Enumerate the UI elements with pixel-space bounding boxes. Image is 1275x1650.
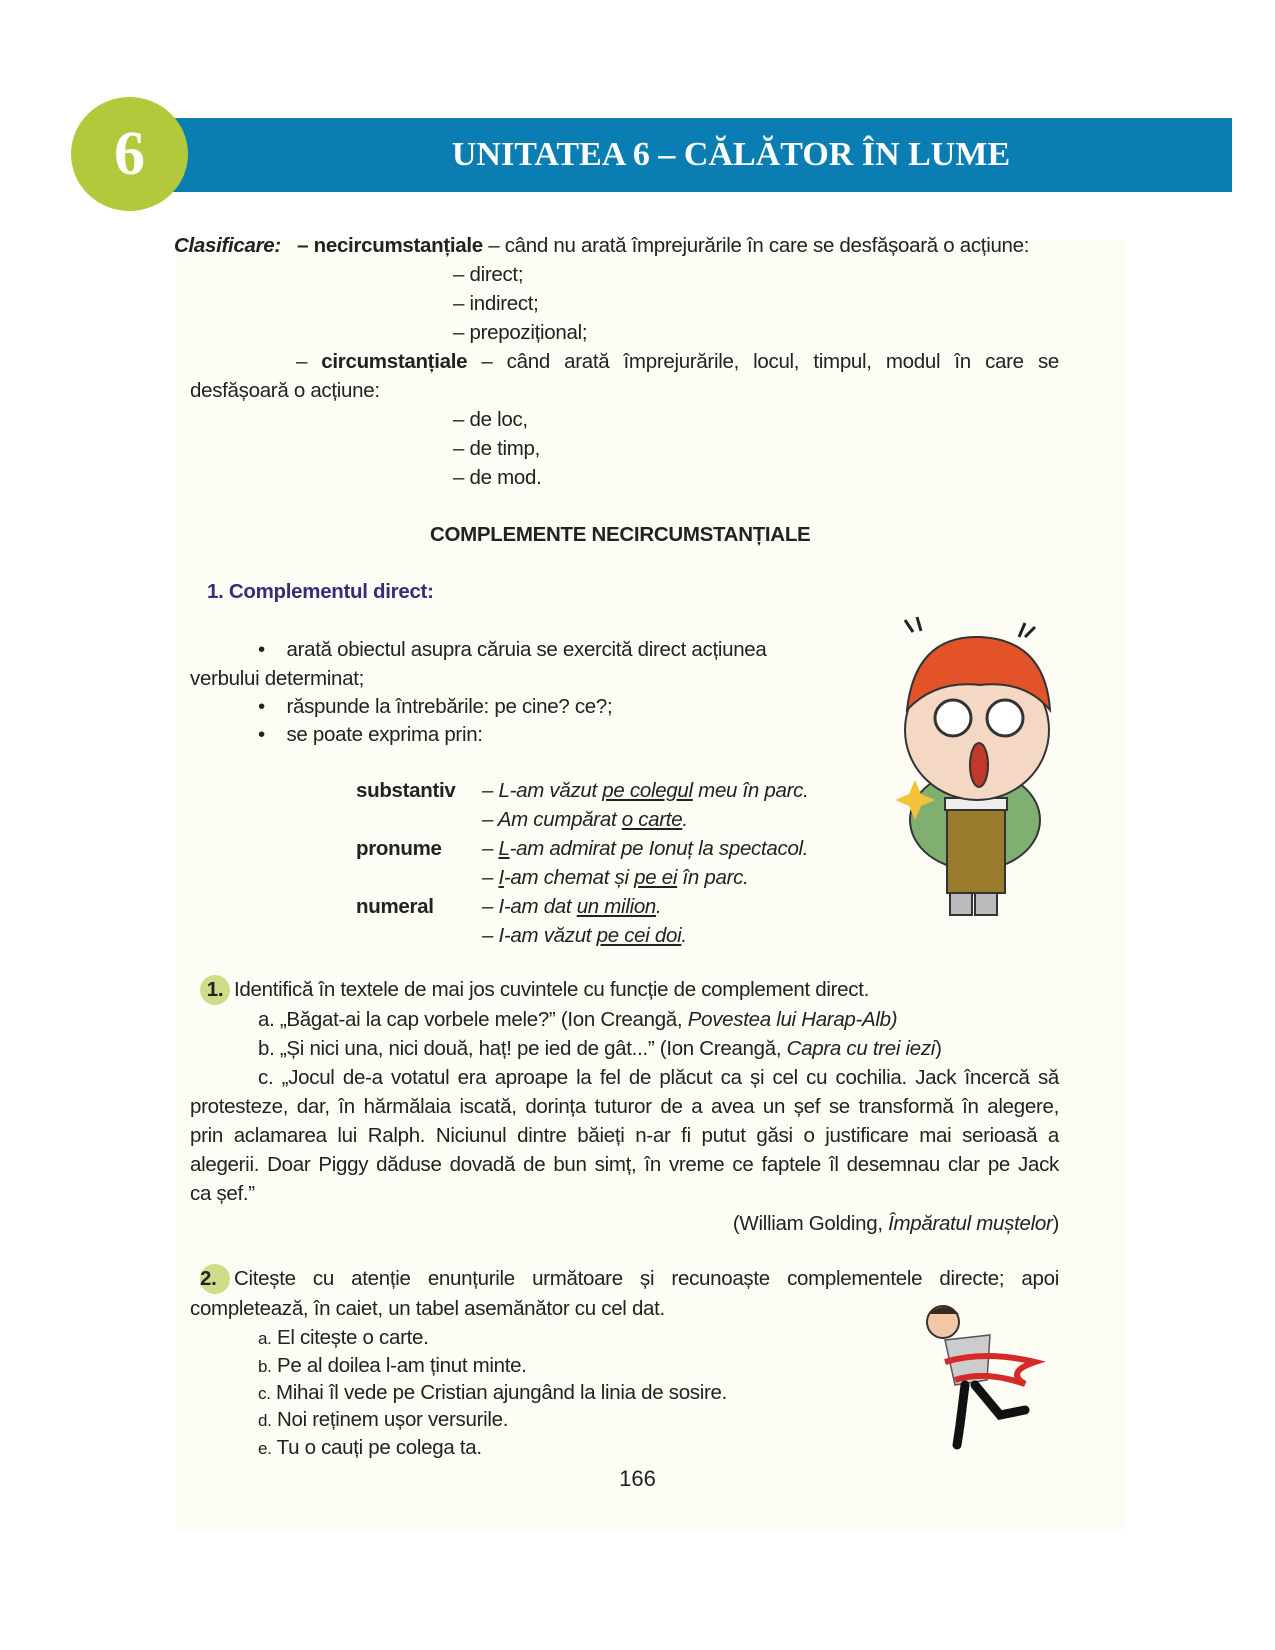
circ-item: – de mod. <box>453 466 542 489</box>
underlined: o carte <box>621 808 683 831</box>
t: -am admirat pe Ionuț la spectacol. <box>509 837 809 860</box>
t: ) <box>1052 1212 1059 1235</box>
exercise-number-badge: 1. <box>200 975 230 1005</box>
bullet-text: arată obiectul asupra căruia se exercită direct acțiunea <box>286 638 767 661</box>
item-letter: a. <box>258 1329 272 1348</box>
circ-line <box>296 350 1059 374</box>
exercise-2-instruction <box>200 1264 1059 1294</box>
classification-label: Clasificare: <box>174 234 281 257</box>
t: . <box>656 895 662 918</box>
instruction-text: Identifică în textele de mai jos cuvintele cu funcție de complement direct. <box>234 978 869 1001</box>
t: în parc. <box>677 866 749 889</box>
work-title: Împăratul muștelor <box>888 1212 1053 1235</box>
subsection-title: 1. Complementul direct: <box>207 580 434 603</box>
bullet-1: • arată obiectul asupra căruia se exercită direct acțiunea <box>258 638 767 661</box>
exercise-1-c-line: ca șef.” <box>190 1182 255 1205</box>
example-6 <box>482 924 687 948</box>
t: ) <box>935 1037 942 1060</box>
label-numeral: numeral <box>356 895 434 918</box>
t: meu în parc. <box>692 779 809 802</box>
item-text: Tu o cauți pe colega ta. <box>276 1436 482 1459</box>
unit-number-badge: 6 <box>71 97 188 211</box>
t: (William Golding, <box>732 1212 889 1235</box>
underlined: L <box>498 837 510 860</box>
bullet-text: se poate exprima prin: <box>286 723 483 746</box>
example-4 <box>482 866 748 890</box>
example-5 <box>482 895 661 919</box>
example-3 <box>482 837 808 861</box>
item-text: Noi reținem ușor versurile. <box>276 1408 509 1431</box>
exercise-2-item <box>258 1381 727 1405</box>
t: – <box>482 837 499 860</box>
underlined: pe colegul <box>602 779 693 802</box>
bullet-2: • răspunde la întrebările: pe cine? ce?; <box>258 695 613 718</box>
bullet-text: răspunde la întrebările: pe cine? ce?; <box>286 695 613 718</box>
bullet-3: • se poate exprima prin: <box>258 723 483 746</box>
t: . <box>681 924 687 947</box>
exercise-1-instruction <box>200 975 869 1005</box>
kid-with-book-illustration <box>895 615 1065 925</box>
item-text: Pe al doilea l-am ținut minte. <box>276 1354 527 1377</box>
example-1 <box>482 779 809 803</box>
exercise-1-c-line: alegerii. Doar Piggy dăduse dovadă de bun simț, în vreme ce faptele îl desemnau clar pe Jack <box>190 1153 1059 1176</box>
term-necircumstantiale: – necircumstanțiale <box>297 234 483 257</box>
section-title: COMPLEMENTE NECIRCUMSTANȚIALE <box>430 523 811 546</box>
classification-line <box>174 234 1029 258</box>
t: b. „Și nici una, nici două, haț! pe ied de gât...” (Ion Creangă, <box>258 1037 787 1060</box>
label-substantiv: substantiv <box>356 779 456 802</box>
necirc-item: – prepozițional; <box>453 321 588 344</box>
t: -am chemat și <box>503 866 635 889</box>
item-letter: b. <box>258 1357 272 1376</box>
necirc-item: – indirect; <box>453 292 539 315</box>
label-pronume: pronume <box>356 837 442 860</box>
circ-description: – când arată împrejurările, locul, timpul, modul în care se <box>467 350 1059 373</box>
circ-description-cont: desfășoară o acțiune: <box>190 379 380 402</box>
dash: – <box>296 350 322 373</box>
item-letter: e. <box>258 1439 272 1458</box>
item-letter: d. <box>258 1411 272 1430</box>
exercise-1-a <box>258 1008 897 1032</box>
exercise-2-item <box>258 1326 429 1350</box>
item-letter: c. <box>258 1384 271 1403</box>
item-text: El citește o carte. <box>276 1326 429 1349</box>
t: a. „Băgat-ai la cap vorbele mele?” (Ion Creangă, <box>258 1008 688 1031</box>
t: – I-am văzut <box>482 924 597 947</box>
t: – Am cumpărat <box>482 808 622 831</box>
exercise-1-c-line: protesteze, dar, în hărmălaia iscată, dorința tuturor de a avea un șef se transformă în alegere, <box>190 1095 1059 1118</box>
circ-item: – de timp, <box>453 437 541 460</box>
citation <box>733 1212 1059 1236</box>
necirc-item: – direct; <box>453 263 524 286</box>
exercise-2-item <box>258 1408 508 1432</box>
exercise-1-c-line: c. „Jocul de-a votatul era aproape la fel de plăcut ca și cel cu cochilia. Jack încercă să <box>258 1066 1059 1089</box>
exercise-2-item <box>258 1436 482 1460</box>
work-title: Povestea lui Harap-Alb) <box>687 1008 898 1031</box>
item-text: Mihai îl vede pe Cristian ajungând la linia de sosire. <box>276 1381 728 1404</box>
t: – I-am dat <box>482 895 577 918</box>
instruction-text: Citește cu atenție enunțurile următoare și recunoaște complementele directe; apoi <box>234 1267 1059 1290</box>
circ-item: – de loc, <box>453 408 528 431</box>
underlined: un milion <box>576 895 657 918</box>
example-2 <box>482 808 688 832</box>
unit-title: UNITATEA 6 – CĂLĂTOR ÎN LUME <box>451 136 1011 173</box>
underlined: pe ei <box>634 866 678 889</box>
underlined: pe cei doi <box>596 924 682 947</box>
page-number: 166 <box>619 1466 656 1491</box>
exercise-2-instruction-cont: completează, în caiet, un tabel asemănător cu cel dat. <box>190 1297 665 1320</box>
t: – L-am văzut <box>482 779 603 802</box>
term-circumstantiale: circumstanțiale <box>321 350 468 373</box>
t: – <box>482 866 499 889</box>
necirc-description: – când nu arată împrejurările în care se desfășoară o acțiune: <box>482 234 1030 257</box>
bullet-1-cont: verbului determinat; <box>190 667 365 690</box>
work-title: Capra cu trei iezi <box>786 1037 936 1060</box>
exercise-number-badge: 2. <box>200 1264 230 1294</box>
underlined: I <box>498 866 504 889</box>
exercise-1-c-line: prin aclamarea lui Ralph. Niciunul dintre băieți n-ar fi putut găsi o justificare mai serioasă a <box>190 1124 1059 1147</box>
exercise-1-b <box>258 1037 942 1061</box>
exercise-2-item <box>258 1354 527 1378</box>
runner-illustration <box>915 1300 1045 1455</box>
t: . <box>682 808 688 831</box>
